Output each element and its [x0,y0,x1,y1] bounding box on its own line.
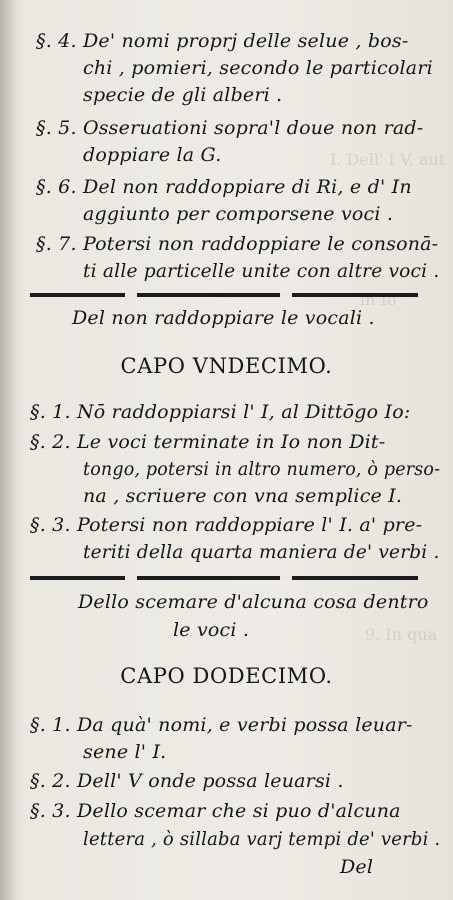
toc-line: na , scriuere con vna semplice I. [83,485,403,507]
toc-line: doppiare la G. [83,144,222,166]
section-subheading: Dello scemare d'alcuna cosa dentro [78,591,429,613]
toc-line: lettera , ò sillaba varj tempi de' verbi . [83,828,441,850]
toc-line: specie de gli alberi . [83,84,283,106]
section-subheading: le voci . [173,619,250,641]
toc-line: §. 1. Da quà' nomi, e verbi possa leuar- [30,714,413,736]
chapter-title: CAPO DODECIMO. [120,664,333,688]
toc-line: §. 5. Osseruationi sopra'l doue non rad- [36,117,424,139]
toc-line: ti alle particelle unite con altre voci . [83,260,440,282]
toc-line: §. 4. De' nomi proprj delle selue , bos- [36,30,409,52]
toc-line: teriti della quarta maniera de' verbi . [83,541,440,563]
ornamental-rule [30,576,418,580]
toc-line: aggiunto per comporsene voci . [83,203,394,225]
ornamental-rule [30,293,418,297]
toc-line: §. 6. Del non raddoppiare di Ri, e d' In [36,176,412,198]
section-subheading: Del non raddoppiare le vocali . [72,307,375,329]
toc-line: §. 3. Dello scemar che si puo d'alcuna [30,800,401,822]
toc-line: sene l' I. [83,741,167,763]
toc-line: §. 7. Potersi non raddoppiare le consonā- [36,233,439,255]
toc-line: chi , pomieri, secondo le particolari [83,57,433,79]
toc-line: §. 3. Potersi non raddoppiare l' I. a' pre- [30,514,423,536]
toc-line: tongo, potersi in altro numero, ò perso- [83,458,441,480]
chapter-title: CAPO VNDECIMO. [120,354,333,378]
show-through-text: 9. In qua [365,625,438,644]
catchword: Del [340,856,374,878]
toc-line: §. 2. Le voci terminate in Io non Dit- [30,431,386,453]
show-through-text: in Io [360,290,397,309]
toc-line: §. 1. Nō raddoppiarsi l' I, al Dittōgo Io: [30,401,411,423]
page-gutter-shadow [0,0,18,900]
show-through-text: I. Dell' I V, aut [330,150,446,169]
toc-line: §. 2. Dell' V onde possa leuarsi . [30,770,344,792]
